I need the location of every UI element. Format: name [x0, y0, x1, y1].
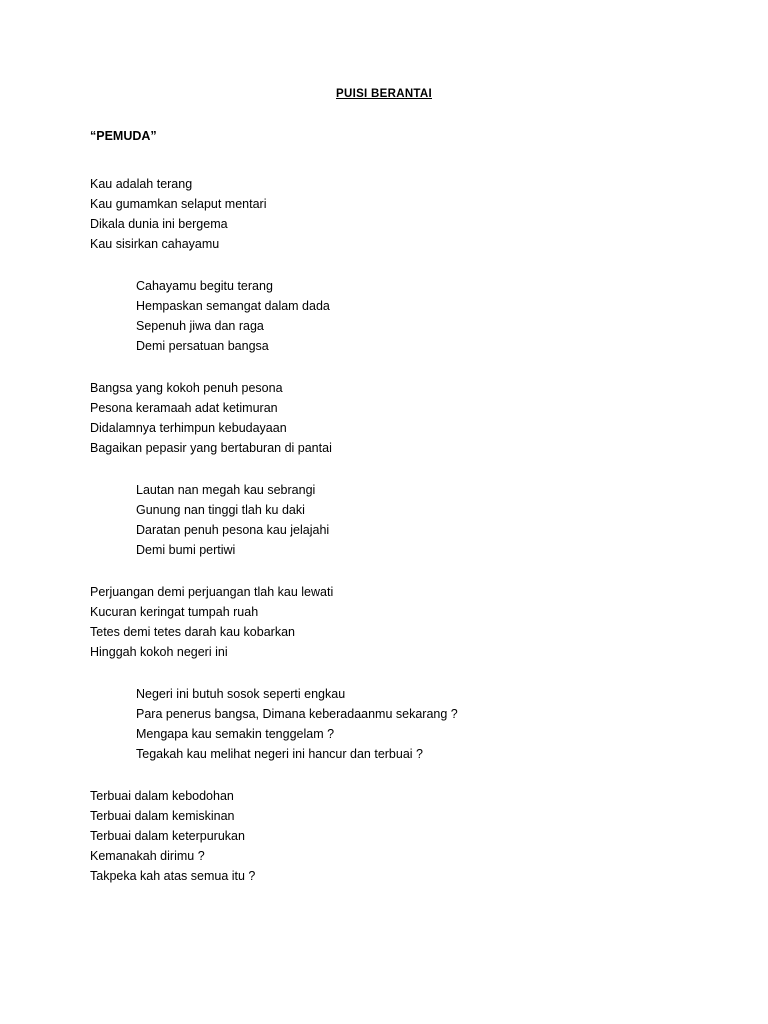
stanza-3 — [90, 378, 678, 458]
poem-line: Negeri ini butuh sosok seperti engkau — [136, 687, 346, 701]
stanza-1 — [90, 174, 678, 254]
poem-subtitle: “PEMUDA” — [90, 129, 157, 143]
poem-line: Didalamnya terhimpun kebudayaan — [90, 421, 287, 435]
poem-line: Tegakah kau melihat negeri ini hancur dan terbuai ? — [136, 747, 423, 761]
poem-line: Terbuai dalam kebodohan — [90, 789, 234, 803]
stanza-7 — [90, 786, 678, 886]
poem-line: Dikala dunia ini bergema — [90, 217, 228, 231]
stanza-5 — [90, 582, 678, 662]
stanza-6 — [136, 684, 678, 764]
poem-line: Demi persatuan bangsa — [136, 339, 269, 353]
poem-line: Perjuangan demi perjuangan tlah kau lewati — [90, 585, 334, 599]
poem-line: Mengapa kau semakin tenggelam ? — [136, 727, 335, 741]
poem-line: Kemanakah dirimu ? — [90, 849, 205, 863]
poem-line: Demi bumi pertiwi — [136, 543, 236, 557]
poem-line: Bagaikan pepasir yang bertaburan di pantai — [90, 441, 332, 455]
poem-line: Pesona keramaah adat ketimuran — [90, 401, 278, 415]
poem-line: Gunung nan tinggi tlah ku daki — [136, 503, 305, 517]
poem-line: Kau adalah terang — [90, 177, 193, 191]
page-title: PUISI BERANTAI — [336, 88, 432, 100]
poem-line: Daratan penuh pesona kau jelajahi — [136, 523, 330, 537]
poem-line: Lautan nan megah kau sebrangi — [136, 483, 316, 497]
poem-line: Kau sisirkan cahayamu — [90, 237, 220, 251]
poem-line: Kau gumamkan selaput mentari — [90, 197, 267, 211]
poem-line: Hinggah kokoh negeri ini — [90, 645, 228, 659]
poem-line: Tetes demi tetes darah kau kobarkan — [90, 625, 295, 639]
poem-line: Bangsa yang kokoh penuh pesona — [90, 381, 283, 395]
poem-line: Cahayamu begitu terang — [136, 279, 273, 293]
stanza-4 — [136, 480, 678, 560]
poem-subtitle-block — [90, 126, 678, 146]
poem-line: Kucuran keringat tumpah ruah — [90, 605, 259, 619]
poem-line: Para penerus bangsa, Dimana keberadaanmu sekarang ? — [136, 707, 458, 721]
poem-line: Terbuai dalam kemiskinan — [90, 809, 235, 823]
poem-line: Takpeka kah atas semua itu ? — [90, 869, 256, 883]
poem-line: Hempaskan semangat dalam dada — [136, 299, 330, 313]
poem-line: Terbuai dalam keterpurukan — [90, 829, 245, 843]
poem-line: Sepenuh jiwa dan raga — [136, 319, 264, 333]
stanza-2 — [136, 276, 678, 356]
